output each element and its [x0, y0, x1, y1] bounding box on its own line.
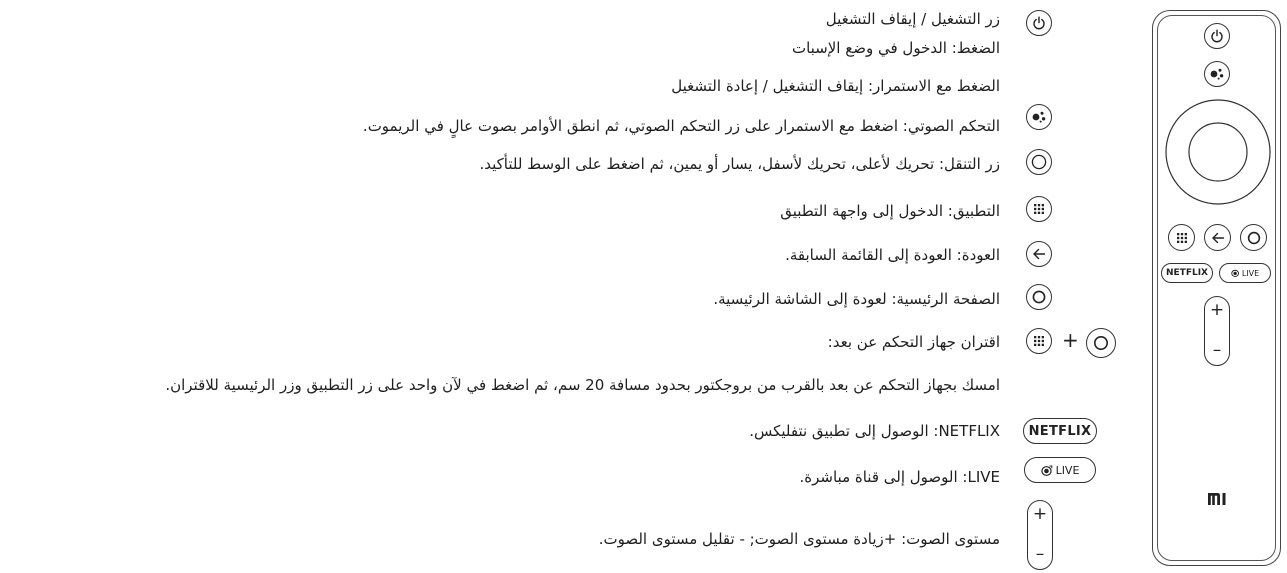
pairing-desc: امسك بجهاز التحكم عن بعد بالقرب من بروجكتور بحدود مسافة 20 سم، ثم اضغط في لآن واحد على زر التطبيق وزر الرئيسية للاقتران.	[165, 376, 1000, 394]
power-icon	[1026, 10, 1052, 36]
power-title: زر التشغيل / إيقاف التشغيل	[825, 10, 1000, 28]
remote-netflix-button: NETFLIX	[1161, 263, 1213, 283]
netflix-button: NETFLIX	[1023, 418, 1097, 444]
back-desc: العودة: العودة إلى القائمة السابقة.	[785, 246, 1000, 264]
remote-volume-rocker	[1204, 296, 1230, 366]
home-desc: الصفحة الرئيسية: لعودة إلى الشاشة الرئيسية.	[713, 290, 1000, 308]
live-button	[1024, 457, 1096, 483]
power-hold-desc: الضغط مع الاستمرار: إيقاف التشغيل / إعادة التشغيل	[671, 77, 1000, 95]
volume-minus-label: –	[1035, 544, 1045, 564]
remote-apps-icon	[1168, 224, 1195, 251]
pairing-title: اقتران جهاز التحكم عن بعد:	[827, 333, 1000, 351]
remote-home-icon	[1240, 224, 1267, 251]
remote-voice-icon	[1204, 61, 1230, 87]
live-channel-icon	[1041, 465, 1053, 476]
navigation-ring-icon	[1026, 149, 1052, 175]
live-label: LIVE	[1055, 463, 1080, 477]
power-press-desc: الضغط: الدخول في وضع الإسبات	[791, 39, 1000, 57]
nav-desc: زر التنقل: تحريك لأعلى، تحريك لأسفل، يسار أو يمين، ثم اضغط على الوسط للتأكيد.	[479, 155, 1000, 173]
volume-desc: مستوى الصوت: +زيادة مستوى الصوت; - تقليل مستوى الصوت.	[598, 530, 1000, 548]
pairing-home-icon	[1086, 328, 1116, 358]
apps-grid-icon	[1026, 196, 1052, 222]
live-desc: LIVE: الوصول إلى قناة مباشرة.	[799, 468, 1000, 486]
volume-plus-label: +	[1032, 504, 1048, 524]
remote-live-icon	[1231, 269, 1240, 277]
back-arrow-icon	[1026, 241, 1052, 267]
remote-back-icon	[1204, 224, 1231, 251]
remote-illustration	[1152, 10, 1281, 566]
mi-logo-icon	[1207, 492, 1227, 506]
netflix-desc: NETFLIX: الوصول إلى تطبيق نتفليكس.	[749, 422, 1000, 440]
voice-assistant-icon	[1026, 104, 1052, 130]
apps-desc: التطبيق: الدخول إلى واجهة التطبيق	[780, 202, 1000, 220]
remote-volume-plus: +	[1209, 300, 1225, 320]
pairing-plus-sign: +	[1062, 328, 1079, 352]
remote-volume-minus: –	[1212, 340, 1222, 360]
home-circle-icon	[1026, 284, 1052, 310]
voice-desc: التحكم الصوتي: اضغط مع الاستمرار على زر التحكم الصوتي، ثم انطق الأوامر بصوت عالٍ في الريموت.	[362, 117, 1000, 135]
pairing-apps-icon	[1026, 328, 1052, 354]
remote-power-icon	[1204, 23, 1230, 49]
remote-live-label: LIVE	[1241, 268, 1260, 278]
remote-live-button	[1219, 263, 1271, 283]
remote-nav-ring-icon	[1163, 97, 1273, 207]
volume-rocker	[1027, 500, 1053, 570]
